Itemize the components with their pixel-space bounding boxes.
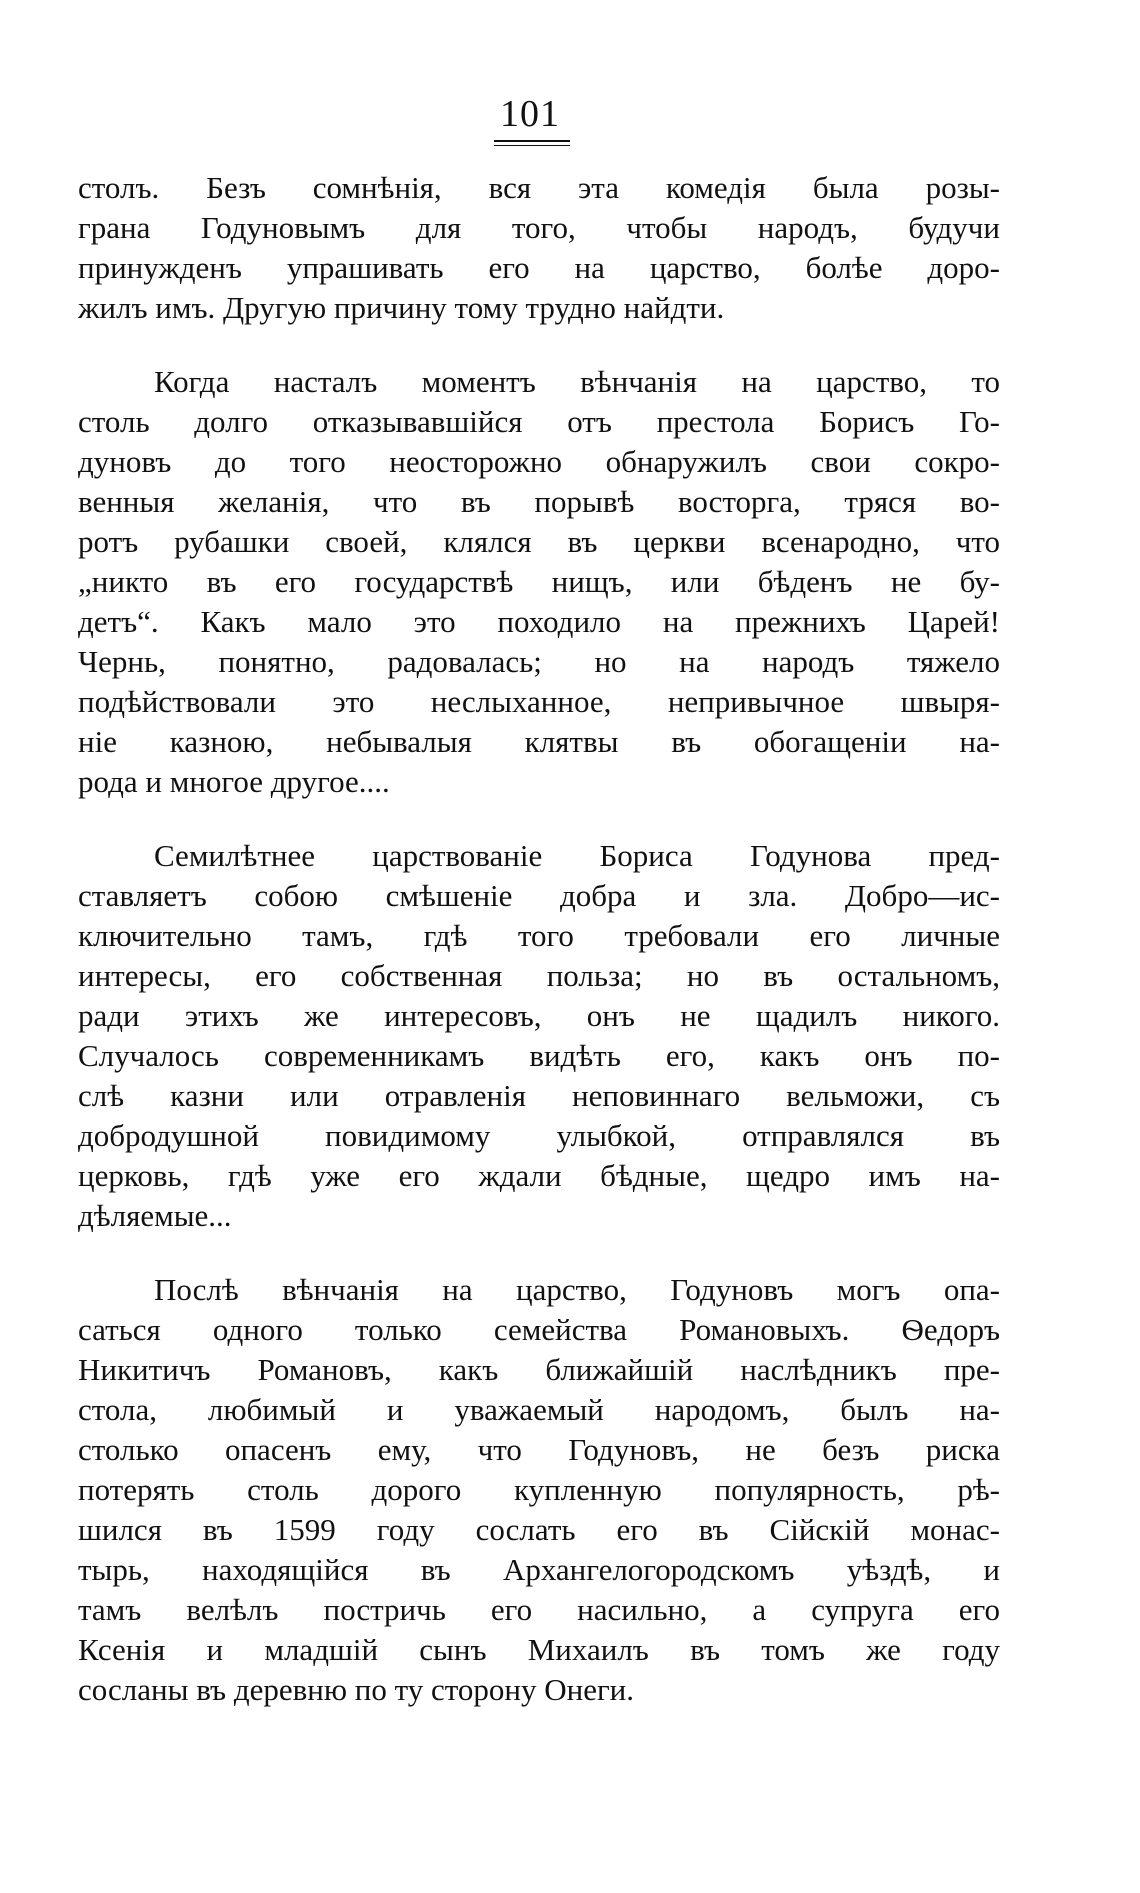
text-line: Случалось современникамъ видѣть его, какъ онъ по-	[78, 1038, 1000, 1073]
text-line: детъ“. Какъ мало это походило на прежнихъ Царей!	[78, 604, 1000, 639]
text-line: слѣ казни или отравленія неповиннаго вельможи, съ	[78, 1078, 1000, 1113]
text-line: интересы, его собственная польза; но въ остальномъ,	[78, 958, 1000, 993]
text-line: подѣйствовали это неслыханное, непривычное швыря-	[78, 684, 1000, 719]
text-line: столъ. Безъ сомнѣнія, вся эта комедія была розы-	[78, 170, 1000, 205]
text-line: дѣляемые...	[78, 1198, 232, 1233]
text-line: сосланы въ деревню по ту сторону Онеги.	[78, 1672, 635, 1707]
text-line: тырь, находящійся въ Архангелогородскомъ уѣздѣ, и	[78, 1552, 1000, 1587]
text-line: „никто въ его государствѣ нищъ, или бѣденъ не бу-	[78, 564, 1000, 599]
text-line: ключительно тамъ, гдѣ того требовали его личные	[78, 918, 1000, 953]
paragraph	[78, 1270, 1000, 1710]
text-line: венныя желанія, что въ порывѣ восторга, тряся во-	[78, 484, 1000, 519]
page-number-rule	[494, 140, 570, 146]
text-line: церковь, гдѣ уже его ждали бѣдные, щедро имъ на-	[78, 1158, 1000, 1193]
text-line: добродушной повидимому улыбкой, отправлялся въ	[78, 1118, 1000, 1153]
text-line: Семилѣтнее царствованіе Бориса Годунова пред-	[154, 838, 1000, 873]
text-line: Чернь, понятно, радовалась; но на народъ тяжело	[78, 644, 1000, 679]
text-line: дуновъ до того неосторожно обнаружилъ свои сокро-	[78, 444, 1000, 479]
text-line: саться одного только семейства Романовыхъ. Ѳедоръ	[78, 1312, 1000, 1347]
text-line: ротъ рубашки своей, клялся въ церкви всенародно, что	[78, 524, 1000, 559]
text-line: Никитичъ Романовъ, какъ ближайшій наслѣдникъ пре-	[78, 1352, 1000, 1387]
text-line: Послѣ вѣнчанія на царство, Годуновъ могъ опа-	[154, 1272, 1000, 1307]
paragraph	[78, 362, 1000, 802]
text-line: Ксенія и младшій сынъ Михаилъ въ томъ же году	[78, 1632, 1000, 1667]
text-line: стола, любимый и уважаемый народомъ, былъ на-	[78, 1392, 1000, 1427]
body-text	[78, 168, 1000, 1710]
text-line: тамъ велѣлъ постричь его насильно, а супруга его	[78, 1592, 1000, 1627]
text-line: ставляетъ собою смѣшеніе добра и зла. Добро—ис-	[78, 878, 1000, 913]
text-line: потерять столь дорого купленную популярность, рѣ-	[78, 1472, 1000, 1507]
text-line: Когда насталъ моментъ вѣнчанія на царство, то	[154, 364, 1000, 399]
text-line: столь долго отказывавшійся отъ престола Борисъ Го-	[78, 404, 1000, 439]
page-number: 101	[500, 93, 560, 135]
text-line: столько опасенъ ему, что Годуновъ, не безъ риска	[78, 1432, 1000, 1467]
paragraph	[78, 168, 1000, 328]
text-line: рода и многое другое....	[78, 764, 390, 799]
text-line: принужденъ упрашивать его на царство, болѣе доро-	[78, 250, 1000, 285]
text-line: ради этихъ же интересовъ, онъ не щадилъ никого.	[78, 998, 1000, 1033]
text-line: грана Годуновымъ для того, чтобы народъ, будучи	[78, 210, 1000, 245]
text-line: шился въ 1599 году сослать его въ Сійскій монас-	[78, 1512, 1000, 1547]
paragraph	[78, 836, 1000, 1236]
text-line: жилъ имъ. Другую причину тому трудно найдти.	[78, 290, 725, 325]
text-line: ніе казною, небывалыя клятвы въ обогащеніи на-	[78, 724, 1000, 759]
